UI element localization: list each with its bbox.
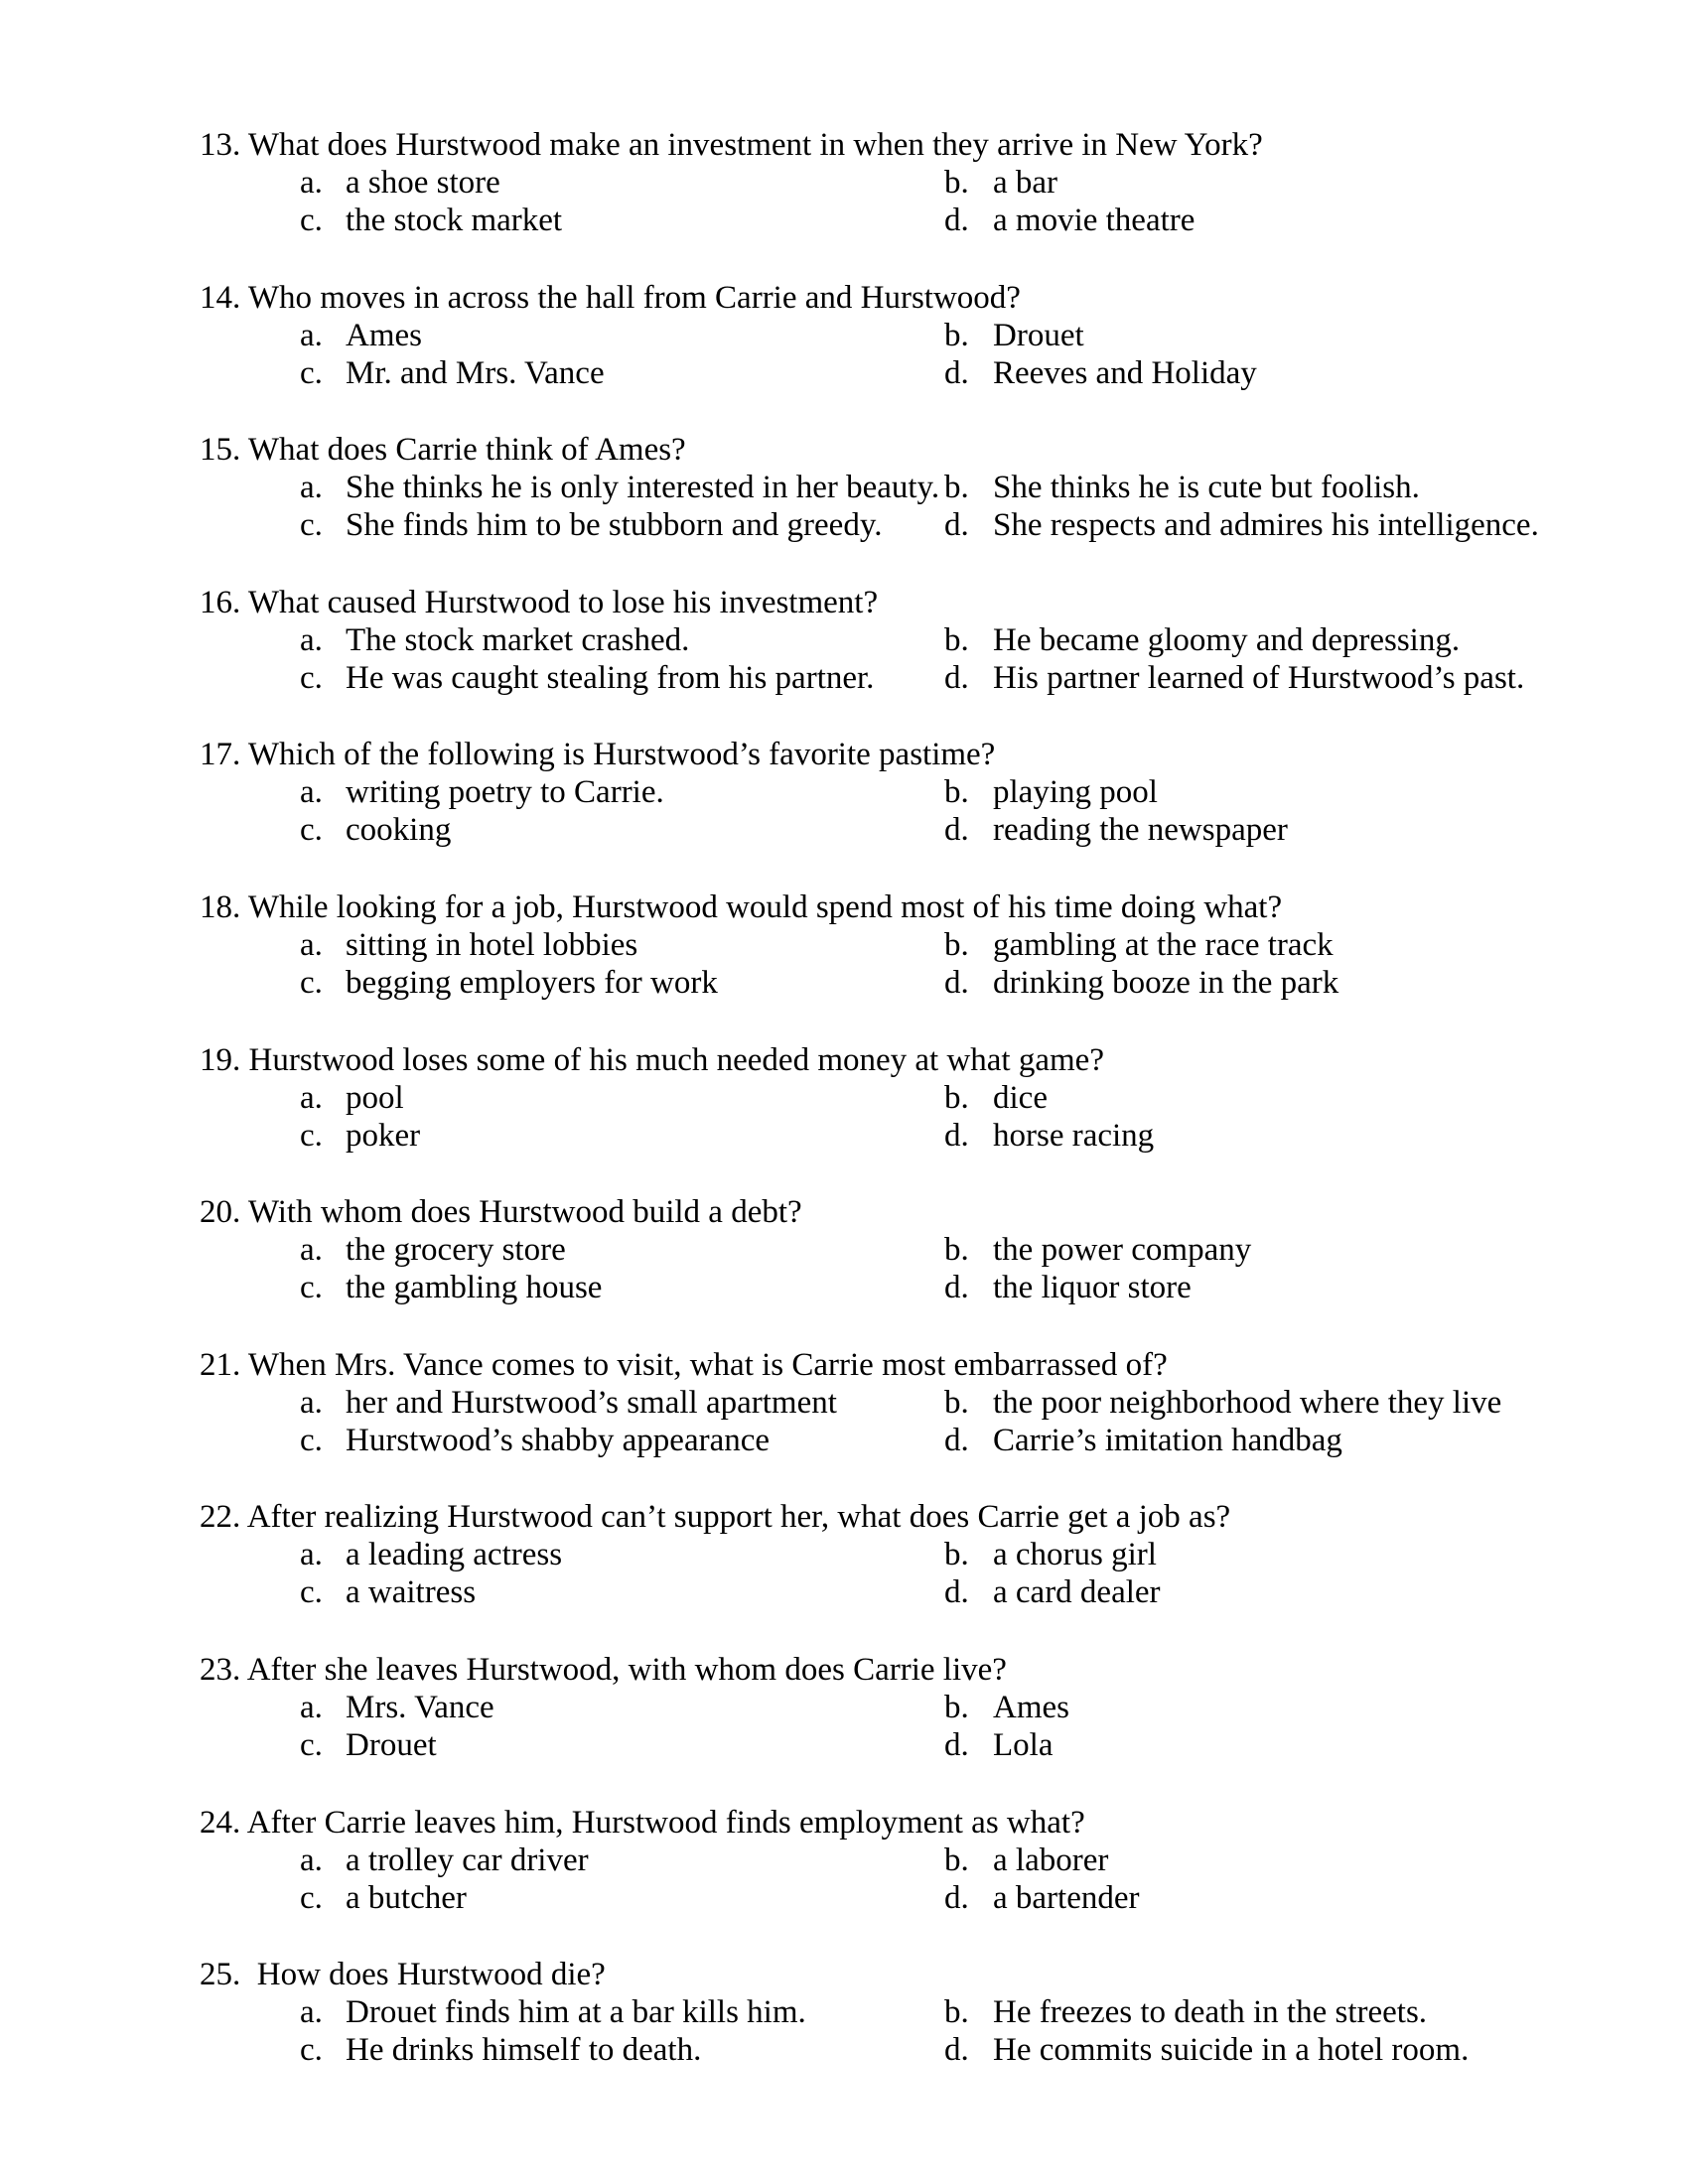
- option-text: Ames: [993, 1690, 1069, 1725]
- option-text: a bartender: [993, 1879, 1140, 1916]
- option-letter: b.: [944, 1690, 969, 1725]
- option-letter: c.: [300, 1422, 323, 1458]
- option-letter: b.: [944, 621, 969, 658]
- option-letter: b.: [944, 317, 969, 353]
- option-text: poker: [346, 1117, 421, 1154]
- option-letter: b.: [944, 1232, 969, 1269]
- option-text: a trolley car driver: [346, 1842, 589, 1878]
- option-text: pool: [346, 1079, 404, 1116]
- option-letter: c.: [300, 1270, 323, 1306]
- option-letter: d.: [944, 812, 969, 849]
- question-text: [200, 1193, 802, 1231]
- option-letter: d.: [944, 203, 969, 238]
- option-text: He drinks himself to death.: [346, 2032, 702, 2069]
- option-letter: c.: [300, 2032, 323, 2069]
- option-letter: b.: [944, 1079, 969, 1116]
- question-text: [200, 1956, 606, 1993]
- option-letter: a.: [300, 927, 323, 963]
- question-text: [200, 126, 1263, 164]
- question-text: [200, 279, 1021, 317]
- question-prompt: When Mrs. Vance comes to visit, what is Carrie most embarrassed of?: [247, 1346, 1168, 1383]
- question-prompt: With whom does Hurstwood build a debt?: [247, 1194, 802, 1231]
- option-text: a bar: [993, 165, 1058, 201]
- question-text: [200, 1346, 1168, 1384]
- option-letter: d.: [944, 965, 969, 1001]
- option-letter: d.: [944, 1879, 969, 1916]
- question-number: 24.: [200, 1804, 241, 1841]
- question-number: 20.: [200, 1194, 241, 1231]
- question-number: 21.: [200, 1346, 241, 1383]
- question-prompt: How does Hurstwood die?: [248, 1957, 606, 1993]
- question-text: [200, 1651, 1007, 1689]
- option-letter: c.: [300, 965, 323, 1001]
- option-text: the gambling house: [346, 1270, 603, 1306]
- option-letter: d.: [944, 1270, 969, 1306]
- option-letter: b.: [944, 927, 969, 963]
- option-text: a waitress: [346, 1574, 477, 1611]
- option-text: He commits suicide in a hotel room.: [993, 2032, 1470, 2069]
- option-text: Ames: [346, 317, 422, 353]
- option-text: a butcher: [346, 1879, 467, 1916]
- option-letter: c.: [300, 1117, 323, 1154]
- option-letter: b.: [944, 774, 969, 811]
- option-text: Reeves and Holiday: [993, 354, 1257, 391]
- option-text: He became gloomy and depressing.: [993, 621, 1461, 658]
- question-number: 14.: [200, 279, 241, 316]
- option-letter: d.: [944, 354, 969, 391]
- question-text: [200, 431, 686, 469]
- option-text: reading the newspaper: [993, 812, 1288, 849]
- option-text: her and Hurstwood’s small apartment: [346, 1384, 837, 1421]
- option-text: Drouet: [993, 317, 1084, 353]
- question-prompt: After realizing Hurstwood can’t support her, what does Carrie get a job as?: [246, 1499, 1231, 1536]
- option-letter: a.: [300, 774, 323, 811]
- option-text: His partner learned of Hurstwood’s past.: [993, 659, 1525, 696]
- option-letter: b.: [944, 1994, 969, 2031]
- option-letter: c.: [300, 354, 323, 391]
- question-text: [200, 1498, 1230, 1536]
- option-text: She thinks he is only interested in her beauty.: [346, 470, 940, 506]
- option-text: The stock market crashed.: [346, 621, 690, 658]
- option-text: a leading actress: [346, 1537, 563, 1573]
- question-text: [200, 1041, 1104, 1079]
- option-text: Mr. and Mrs. Vance: [346, 354, 605, 391]
- question-prompt: After she leaves Hurstwood, with whom does Carrie live?: [246, 1652, 1007, 1688]
- option-text: dice: [993, 1079, 1048, 1116]
- option-text: Drouet: [346, 1727, 437, 1763]
- option-letter: c.: [300, 1727, 323, 1763]
- option-text: the stock market: [346, 203, 563, 238]
- option-letter: a.: [300, 1384, 323, 1421]
- option-letter: d.: [944, 1117, 969, 1154]
- option-letter: d.: [944, 507, 969, 544]
- option-letter: a.: [300, 1994, 323, 2031]
- option-letter: b.: [944, 1537, 969, 1573]
- option-text: begging employers for work: [346, 965, 718, 1001]
- question-text: [200, 888, 1282, 926]
- option-text: the power company: [993, 1232, 1252, 1269]
- option-letter: c.: [300, 1879, 323, 1916]
- option-letter: b.: [944, 1842, 969, 1878]
- option-text: Hurstwood’s shabby appearance: [346, 1422, 771, 1458]
- option-letter: c.: [300, 812, 323, 849]
- option-letter: a.: [300, 1079, 323, 1116]
- option-text: drinking booze in the park: [993, 965, 1339, 1001]
- option-letter: a.: [300, 470, 323, 506]
- option-letter: a.: [300, 1537, 323, 1573]
- option-letter: c.: [300, 507, 323, 544]
- option-text: Drouet finds him at a bar kills him.: [346, 1994, 806, 2031]
- question-prompt: What does Hurstwood make an investment in when they arrive in New York?: [247, 127, 1263, 163]
- question-prompt: Which of the following is Hurstwood’s favorite pastime?: [247, 737, 996, 773]
- option-text: playing pool: [993, 774, 1158, 811]
- question-number: 22.: [200, 1499, 241, 1536]
- option-text: Lola: [993, 1727, 1054, 1763]
- question-number: 23.: [200, 1652, 241, 1688]
- option-letter: a.: [300, 165, 323, 201]
- option-letter: a.: [300, 317, 323, 353]
- question-number: 25.: [200, 1957, 241, 1993]
- option-text: She respects and admires his intelligence.: [993, 507, 1539, 544]
- option-text: gambling at the race track: [993, 927, 1334, 963]
- option-letter: b.: [944, 470, 969, 506]
- question-prompt: Hurstwood loses some of his much needed money at what game?: [248, 1041, 1104, 1078]
- question-prompt: After Carrie leaves him, Hurstwood finds employment as what?: [246, 1804, 1085, 1841]
- option-text: a laborer: [993, 1842, 1109, 1878]
- question-text: [200, 584, 878, 621]
- option-letter: d.: [944, 1727, 969, 1763]
- question-number: 17.: [200, 737, 241, 773]
- option-letter: c.: [300, 203, 323, 238]
- question-prompt: While looking for a job, Hurstwood would spend most of his time doing what?: [247, 889, 1283, 925]
- option-text: a card dealer: [993, 1574, 1161, 1611]
- option-text: sitting in hotel lobbies: [346, 927, 638, 963]
- question-number: 19.: [200, 1041, 241, 1078]
- option-text: writing poetry to Carrie.: [346, 774, 664, 811]
- option-text: cooking: [346, 812, 452, 849]
- option-text: horse racing: [993, 1117, 1155, 1154]
- option-text: He was caught stealing from his partner.: [346, 659, 875, 696]
- option-text: a chorus girl: [993, 1537, 1157, 1573]
- option-text: He freezes to death in the streets.: [993, 1994, 1428, 2031]
- question-number: 16.: [200, 584, 241, 620]
- option-text: Mrs. Vance: [346, 1690, 494, 1725]
- option-text: Carrie’s imitation handbag: [993, 1422, 1342, 1458]
- question-prompt: Who moves in across the hall from Carrie and Hurstwood?: [247, 279, 1021, 316]
- option-text: She thinks he is cute but foolish.: [993, 470, 1420, 506]
- option-letter: a.: [300, 621, 323, 658]
- option-letter: c.: [300, 1574, 323, 1611]
- option-letter: d.: [944, 659, 969, 696]
- option-text: the liquor store: [993, 1270, 1192, 1306]
- option-letter: d.: [944, 2032, 969, 2069]
- question-text: [200, 736, 995, 773]
- option-text: She finds him to be stubborn and greedy.: [346, 507, 883, 544]
- question-prompt: What caused Hurstwood to lose his investment?: [247, 584, 879, 620]
- question-number: 13.: [200, 127, 241, 163]
- question-text: [200, 1804, 1085, 1842]
- option-letter: d.: [944, 1574, 969, 1611]
- option-letter: a.: [300, 1232, 323, 1269]
- option-letter: c.: [300, 659, 323, 696]
- question-number: 18.: [200, 889, 241, 925]
- option-letter: b.: [944, 165, 969, 201]
- option-letter: d.: [944, 1422, 969, 1458]
- question-prompt: What does Carrie think of Ames?: [247, 432, 686, 469]
- option-text: the grocery store: [346, 1232, 566, 1269]
- question-number: 15.: [200, 432, 241, 469]
- option-letter: a.: [300, 1842, 323, 1878]
- option-text: a movie theatre: [993, 203, 1196, 238]
- option-text: the poor neighborhood where they live: [993, 1384, 1502, 1421]
- option-text: a shoe store: [346, 165, 500, 201]
- option-letter: a.: [300, 1690, 323, 1725]
- option-letter: b.: [944, 1384, 969, 1421]
